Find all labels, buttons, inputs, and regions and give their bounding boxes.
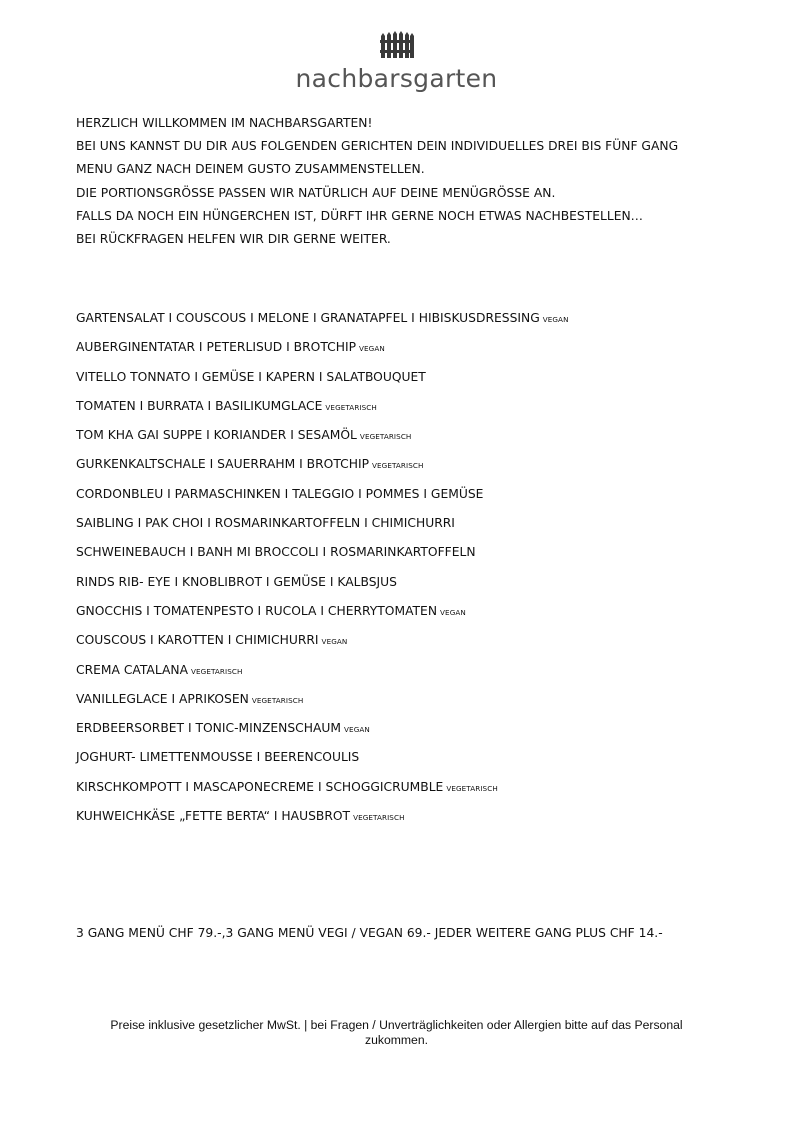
dish-item [76, 304, 776, 333]
dish-name: GURKENKALTSCHALE I SAUERRAHM I BROTCHIP [76, 457, 369, 472]
diet-tag: VEGETARISCH [359, 432, 412, 442]
diet-tag: VEGAN [321, 637, 348, 647]
dish-item [76, 538, 776, 567]
intro-line: MENU GANZ NACH DEINEM GUSTO ZUSAMMENSTELLEN. [76, 162, 425, 177]
dish-name: ERDBEERSORBET I TONIC-MINZENSCHAUM [76, 721, 342, 736]
dish-name: RINDS RIB- EYE I KNOBLIBROT I GEMÜSE I KALBSJUS [76, 574, 397, 589]
dish-name: GNOCCHIS I TOMATENPESTO I RUCOLA I CHERRYTOMATEN [76, 603, 438, 618]
diet-tag: VEGETARISCH [191, 666, 243, 676]
dish-name: CREMA CATALANA [76, 662, 188, 677]
diet-tag: VEGAN [440, 607, 466, 617]
dish-item [76, 421, 776, 450]
dish-name: COUSCOUS I KAROTTEN I CHIMICHURRI [76, 633, 319, 648]
diet-tag: VEGAN [344, 725, 370, 735]
dish-item [76, 597, 776, 626]
dish-item [76, 363, 776, 392]
footer-line: zukommen. [365, 1033, 428, 1047]
dish-name: SAIBLING I PAK CHOI I ROSMARINKARTOFFELN I CHIMICHURRI [76, 516, 455, 531]
intro-line: BEI UNS KANNST DU DIR AUS FOLGENDEN GERICHTEN DEIN INDIVIDUELLES DREI BIS FÜNF GANG [76, 139, 679, 154]
dish-item [76, 802, 776, 831]
brand-name: nachbarsgarten [295, 64, 498, 93]
fence-icon [379, 30, 415, 60]
diet-tag: VEGETARISCH [372, 461, 424, 471]
dish-name: VANILLEGLACE I APRIKOSEN [76, 691, 249, 706]
price-info: 3 GANG MENÜ CHF 79.-,3 GANG MENÜ VEGI / VEGAN 69.- JEDER WEITERE GANG PLUS CHF 14.- [76, 926, 663, 940]
dish-name: JOGHURT- LIMETTENMOUSSE I BEERENCOULIS [76, 750, 360, 765]
dish-name: SCHWEINEBAUCH I BANH MI BROCCOLI I ROSMARINKARTOFFELN [76, 545, 476, 560]
dish-item [76, 626, 776, 655]
dish-item [76, 773, 776, 802]
dish-item [76, 656, 776, 685]
dish-name: KIRSCHKOMPOTT I MASCAPONECREME I SCHOGGICRUMBLE [76, 779, 444, 794]
intro-line: DIE PORTIONSGRÖSSE PASSEN WIR NATÜRLICH AUF DEINE MENÜGRÖSSE AN. [76, 185, 556, 200]
footer-note [60, 1018, 733, 1048]
intro-line: HERZLICH WILLKOMMEN IM NACHBARSGARTEN! [76, 116, 373, 130]
dish-item [76, 480, 776, 509]
diet-tag: VEGETARISCH [446, 783, 498, 793]
dish-item [76, 392, 776, 421]
intro-line: FALLS DA NOCH EIN HÜNGERCHEN IST, DÜRFT IHR GERNE NOCH ETWAS NACHBESTELLEN… [76, 208, 643, 223]
dish-list [76, 304, 776, 831]
dish-item [76, 333, 776, 362]
dish-item [76, 450, 776, 479]
diet-tag: VEGETARISCH [325, 402, 377, 412]
diet-tag: VEGETARISCH [251, 695, 304, 705]
dish-name: VITELLO TONNATO I GEMÜSE I KAPERN I SALATBOUQUET [76, 369, 426, 384]
header [0, 30, 793, 93]
dish-name: TOM KHA GAI SUPPE I KORIANDER I SESAMÖL [76, 428, 357, 443]
dish-item [76, 685, 776, 714]
dish-name: TOMATEN I BURRATA I BASILIKUMGLACE [76, 398, 323, 413]
dish-name: KUHWEICHKÄSE „FETTE BERTA“ I HAUSBROT [76, 809, 351, 824]
diet-tag: VEGETARISCH [353, 813, 405, 823]
dish-item [76, 568, 776, 597]
intro-text [76, 112, 766, 251]
intro-line: BEI RÜCKFRAGEN HELFEN WIR DIR GERNE WEITER. [76, 232, 391, 247]
dish-item [76, 743, 776, 772]
diet-tag: VEGAN [542, 315, 569, 324]
dish-item [76, 714, 776, 743]
dish-name: GARTENSALAT I COUSCOUS I MELONE I GRANATAPFEL I HIBISKUSDRESSING [76, 311, 540, 325]
dish-item [76, 509, 776, 538]
footer-line: Preise inklusive gesetzlicher MwSt. | bei Fragen / Unverträglichkeiten oder Allergien bitte auf das Personal [110, 1018, 683, 1032]
dish-name: AUBERGINENTATAR I PETERLISUD I BROTCHIP [76, 340, 356, 355]
diet-tag: VEGAN [359, 344, 385, 354]
dish-name: CORDONBLEU I PARMASCHINKEN I TALEGGIO I POMMES I GEMÜSE [76, 486, 484, 501]
